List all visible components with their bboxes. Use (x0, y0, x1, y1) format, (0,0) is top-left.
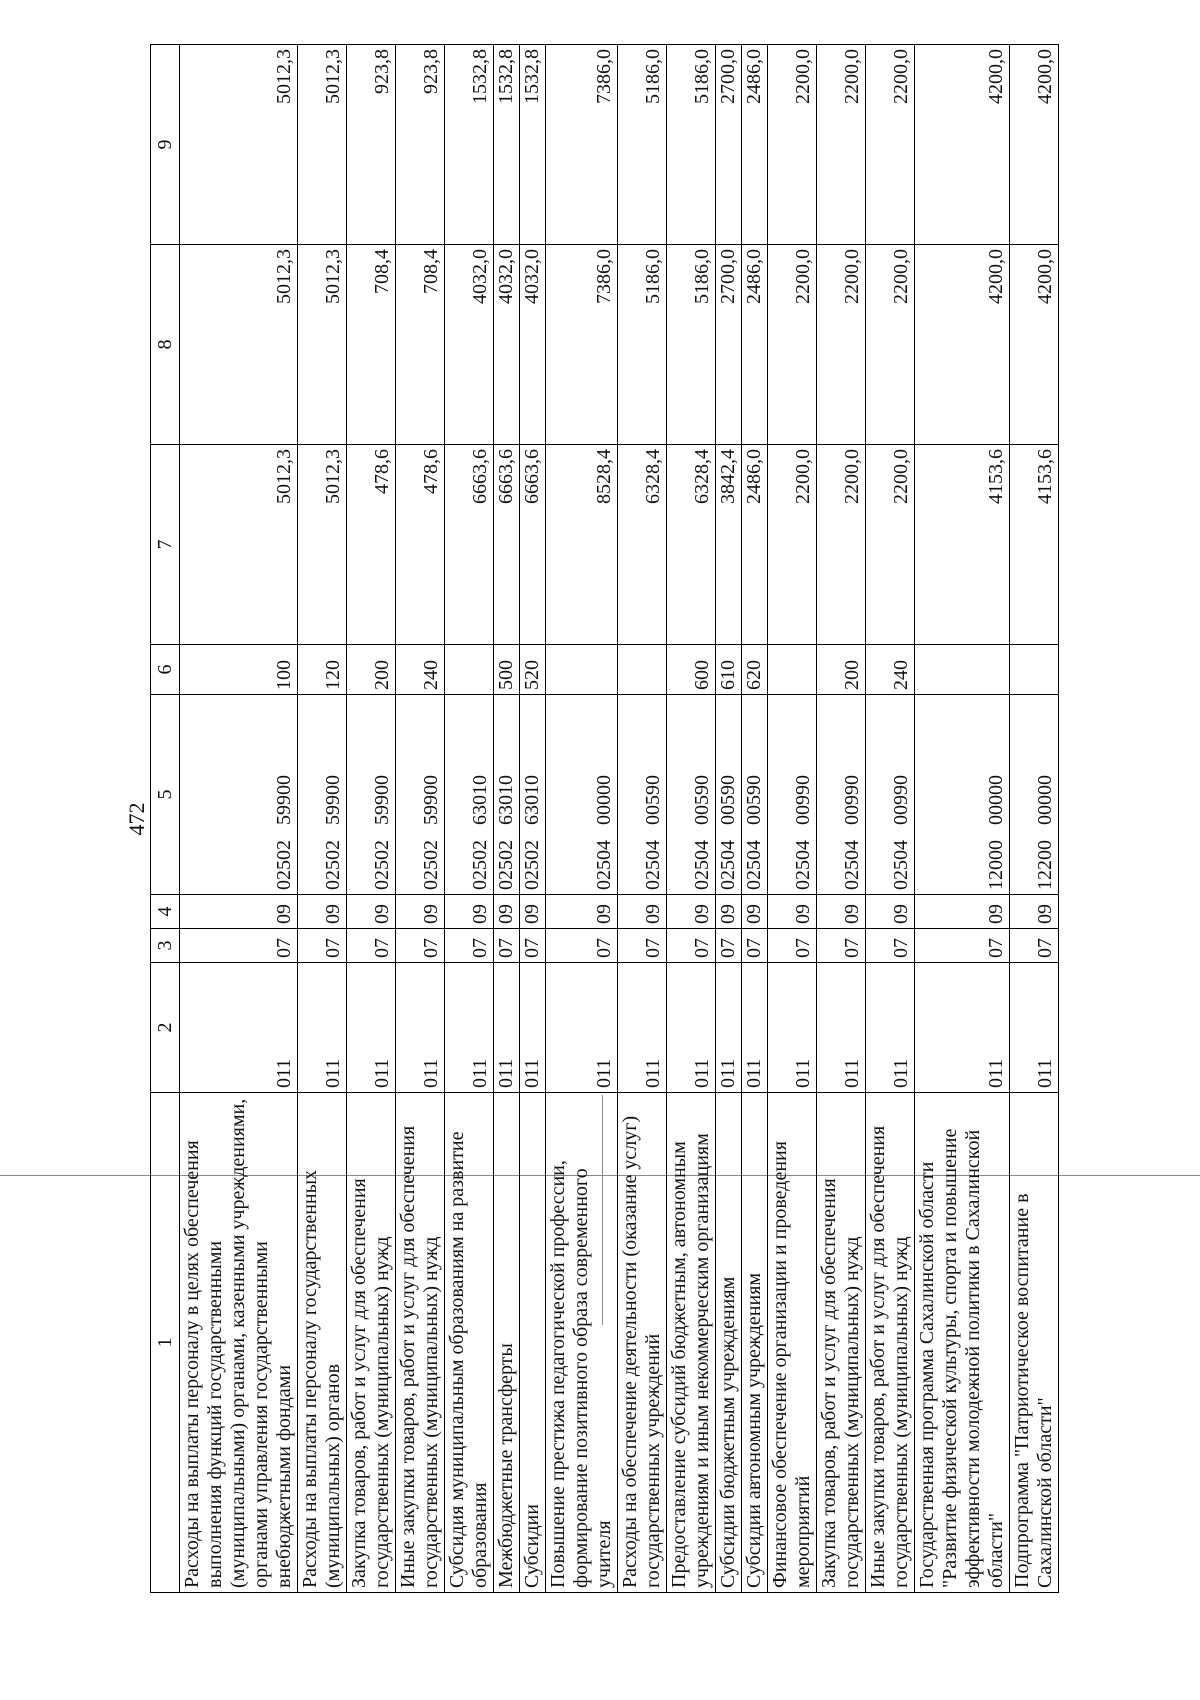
amount-year-3: 7386,0 (546, 45, 618, 245)
table-row (180, 45, 298, 1593)
subsection-code: 09 (347, 895, 396, 929)
table-row (347, 45, 396, 1593)
amount-year-2: 2200,0 (768, 245, 817, 445)
column-header: 6 (151, 645, 180, 695)
ministry-code: 011 (866, 963, 915, 1093)
table-row (817, 45, 866, 1593)
section-code: 07 (768, 929, 817, 963)
amount-year-3: 4200,0 (915, 45, 1010, 245)
expense-type-code: 610 (716, 645, 742, 695)
section-code: 07 (494, 929, 520, 963)
ministry-code: 011 (347, 963, 396, 1093)
amount-year-2: 2200,0 (866, 245, 915, 445)
rotated-page-content (120, 45, 1115, 1593)
subsection-code: 09 (520, 895, 546, 929)
subsection-code: 09 (716, 895, 742, 929)
amount-year-3: 2200,0 (768, 45, 817, 245)
amount-year-3: 4200,0 (1010, 45, 1059, 245)
section-code: 07 (520, 929, 546, 963)
column-header: 4 (151, 895, 180, 929)
expense-type-code: 200 (817, 645, 866, 695)
expense-type-code: 240 (396, 645, 445, 695)
table-row (1010, 45, 1059, 1593)
expense-type-code (618, 645, 667, 695)
amount-year-2: 5012,3 (298, 245, 347, 445)
amount-year-2: 2200,0 (817, 245, 866, 445)
section-code: 07 (817, 929, 866, 963)
target-article-code: 02504 00990 (817, 695, 866, 895)
table-row (298, 45, 347, 1593)
section-code: 07 (742, 929, 768, 963)
expense-type-code: 100 (180, 645, 298, 695)
target-article-code: 02502 59900 (347, 695, 396, 895)
section-code: 07 (298, 929, 347, 963)
ministry-code: 011 (618, 963, 667, 1093)
amount-year-2: 708,4 (347, 245, 396, 445)
amount-year-2: 5186,0 (618, 245, 667, 445)
target-article-code: 02502 59900 (298, 695, 347, 895)
target-article-code: 02504 00590 (742, 695, 768, 895)
section-code: 07 (667, 929, 716, 963)
amount-year-3: 5186,0 (618, 45, 667, 245)
row-description: Субсидии бюджетным учреждениям (716, 1093, 742, 1593)
row-description: Закупка товаров, работ и услуг для обеспечения государственных (муниципальных) нужд (347, 1093, 396, 1593)
amount-year-1: 6663,6 (494, 445, 520, 645)
amount-year-1: 8528,4 (546, 445, 618, 645)
section-code: 07 (866, 929, 915, 963)
target-article-code: 02502 63010 (445, 695, 494, 895)
ministry-code: 011 (667, 963, 716, 1093)
target-article-code: 02504 00990 (866, 695, 915, 895)
expense-type-code: 240 (866, 645, 915, 695)
amount-year-1: 4153,6 (1010, 445, 1059, 645)
amount-year-1: 2200,0 (768, 445, 817, 645)
column-header: 1 (151, 1093, 180, 1593)
expense-type-code (1010, 645, 1059, 695)
target-article-code: 02504 00990 (768, 695, 817, 895)
page-number: 472 (124, 802, 149, 836)
budget-table-body (151, 45, 1059, 1593)
row-description: Субсидии (520, 1093, 546, 1593)
table-row (546, 45, 618, 1593)
amount-year-2: 5012,3 (180, 245, 298, 445)
subsection-code: 09 (396, 895, 445, 929)
expense-type-code (445, 645, 494, 695)
subsection-code: 09 (618, 895, 667, 929)
row-description: Повышение престижа педагогической профессии, формирование позитивного образа современного учителя (546, 1093, 618, 1593)
amount-year-2: 7386,0 (546, 245, 618, 445)
ministry-code: 011 (742, 963, 768, 1093)
table-row (396, 45, 445, 1593)
expense-type-code: 620 (742, 645, 768, 695)
subsection-code: 09 (768, 895, 817, 929)
section-code: 07 (1010, 929, 1059, 963)
target-article-code: 12200 00000 (1010, 695, 1059, 895)
amount-year-3: 2200,0 (866, 45, 915, 245)
section-code: 07 (347, 929, 396, 963)
column-header: 5 (151, 695, 180, 895)
amount-year-1: 5012,3 (298, 445, 347, 645)
table-row (742, 45, 768, 1593)
ministry-code: 011 (396, 963, 445, 1093)
amount-year-3: 1532,8 (520, 45, 546, 245)
budget-table (150, 44, 1059, 1593)
amount-year-2: 5186,0 (667, 245, 716, 445)
subsection-code: 09 (298, 895, 347, 929)
row-description: Межбюджетные трансферты (494, 1093, 520, 1593)
section-code: 07 (618, 929, 667, 963)
amount-year-1: 6663,6 (445, 445, 494, 645)
subsection-code: 09 (180, 895, 298, 929)
table-row (768, 45, 817, 1593)
amount-year-2: 2700,0 (716, 245, 742, 445)
target-article-code: 02502 59900 (396, 695, 445, 895)
ministry-code: 011 (716, 963, 742, 1093)
row-description: Государственная программа Сахалинской области "Развитие физической культуры, спорта и повышение эффективности молодежной политики в Сахалинской области" (915, 1093, 1010, 1593)
target-article-code: 02502 63010 (494, 695, 520, 895)
amount-year-3: 2200,0 (817, 45, 866, 245)
expense-type-code (915, 645, 1010, 695)
section-code: 07 (546, 929, 618, 963)
row-description: Финансовое обеспечение организации и проведения мероприятий (768, 1093, 817, 1593)
target-article-code: 12000 00000 (915, 695, 1010, 895)
subsection-code: 09 (1010, 895, 1059, 929)
subsection-code: 09 (667, 895, 716, 929)
table-row (915, 45, 1010, 1593)
amount-year-2: 4032,0 (520, 245, 546, 445)
row-description: Субсидии автономным учреждениям (742, 1093, 768, 1593)
section-code: 07 (716, 929, 742, 963)
subsection-code: 09 (445, 895, 494, 929)
amount-year-1: 6328,4 (667, 445, 716, 645)
amount-year-3: 1532,8 (445, 45, 494, 245)
expense-type-code: 520 (520, 645, 546, 695)
amount-year-1: 4153,6 (915, 445, 1010, 645)
target-article-code: 02502 63010 (520, 695, 546, 895)
table-row (618, 45, 667, 1593)
ministry-code: 011 (298, 963, 347, 1093)
target-article-code: 02504 00000 (546, 695, 618, 895)
row-description: Расходы на выплаты персоналу в целях обеспечения выполнения функций государственными (муниципальными) органами, казенными учреждениями, органами управления государственными внебюджетными фондами (180, 1093, 298, 1593)
section-code: 07 (180, 929, 298, 963)
amount-year-1: 5012,3 (180, 445, 298, 645)
amount-year-1: 2200,0 (866, 445, 915, 645)
table-row (716, 45, 742, 1593)
amount-year-2: 4032,0 (445, 245, 494, 445)
expense-type-code (546, 645, 618, 695)
ministry-code: 011 (445, 963, 494, 1093)
row-description: Закупка товаров, работ и услуг для обеспечения государственных (муниципальных) нужд (817, 1093, 866, 1593)
ministry-code: 011 (546, 963, 618, 1093)
column-header: 3 (151, 929, 180, 963)
amount-year-3: 2700,0 (716, 45, 742, 245)
column-header: 7 (151, 445, 180, 645)
amount-year-2: 2486,0 (742, 245, 768, 445)
row-description: Подпрограмма "Патриотическое воспитание в Сахалинской области" (1010, 1093, 1059, 1593)
amount-year-3: 5012,3 (180, 45, 298, 245)
amount-year-3: 923,8 (347, 45, 396, 245)
amount-year-1: 2200,0 (817, 445, 866, 645)
ministry-code: 011 (520, 963, 546, 1093)
subsection-code: 09 (866, 895, 915, 929)
amount-year-2: 4200,0 (1010, 245, 1059, 445)
ministry-code: 011 (915, 963, 1010, 1093)
table-row (667, 45, 716, 1593)
amount-year-3: 2486,0 (742, 45, 768, 245)
section-code: 07 (396, 929, 445, 963)
amount-year-2: 708,4 (396, 245, 445, 445)
amount-year-3: 5186,0 (667, 45, 716, 245)
ministry-code: 011 (494, 963, 520, 1093)
row-description: Иные закупки товаров, работ и услуг для обеспечения государственных (муниципальных) нужд (866, 1093, 915, 1593)
section-code: 07 (445, 929, 494, 963)
ministry-code: 011 (817, 963, 866, 1093)
ministry-code: 011 (768, 963, 817, 1093)
amount-year-3: 923,8 (396, 45, 445, 245)
target-article-code: 02504 00590 (618, 695, 667, 895)
column-header: 2 (151, 963, 180, 1093)
subsection-code: 09 (817, 895, 866, 929)
expense-type-code: 600 (667, 645, 716, 695)
amount-year-2: 4032,0 (494, 245, 520, 445)
amount-year-1: 2486,0 (742, 445, 768, 645)
row-description: Иные закупки товаров, работ и услуг для обеспечения государственных (муниципальных) нужд (396, 1093, 445, 1593)
row-description: Субсидия муниципальным образованиям на развитие образования (445, 1093, 494, 1593)
subsection-code: 09 (915, 895, 1010, 929)
amount-year-1: 3842,4 (716, 445, 742, 645)
expense-type-code: 120 (298, 645, 347, 695)
ministry-code: 011 (180, 963, 298, 1093)
table-row (520, 45, 546, 1593)
row-description: Расходы на выплаты персоналу государственных (муниципальных) органов (298, 1093, 347, 1593)
amount-year-3: 1532,8 (494, 45, 520, 245)
column-header: 8 (151, 245, 180, 445)
target-article-code: 02502 59900 (180, 695, 298, 895)
subsection-code: 09 (742, 895, 768, 929)
table-row (445, 45, 494, 1593)
row-description: Расходы на обеспечение деятельности (оказание услуг) государственных учреждений (618, 1093, 667, 1593)
section-code: 07 (915, 929, 1010, 963)
expense-type-code (768, 645, 817, 695)
row-description: Предоставление субсидий бюджетным, автономным учреждениям и иным некоммерческим организациям (667, 1093, 716, 1593)
table-row (494, 45, 520, 1593)
amount-year-3: 5012,3 (298, 45, 347, 245)
amount-year-1: 6663,6 (520, 445, 546, 645)
amount-year-1: 478,6 (396, 445, 445, 645)
amount-year-2: 4200,0 (915, 245, 1010, 445)
target-article-code: 02504 00590 (667, 695, 716, 895)
ministry-code: 011 (1010, 963, 1059, 1093)
column-number-row (151, 45, 180, 1593)
expense-type-code: 200 (347, 645, 396, 695)
amount-year-1: 478,6 (347, 445, 396, 645)
amount-year-1: 6328,4 (618, 445, 667, 645)
expense-type-code: 500 (494, 645, 520, 695)
subsection-code: 09 (546, 895, 618, 929)
column-header: 9 (151, 45, 180, 245)
table-row (866, 45, 915, 1593)
target-article-code: 02504 00590 (716, 695, 742, 895)
subsection-code: 09 (494, 895, 520, 929)
